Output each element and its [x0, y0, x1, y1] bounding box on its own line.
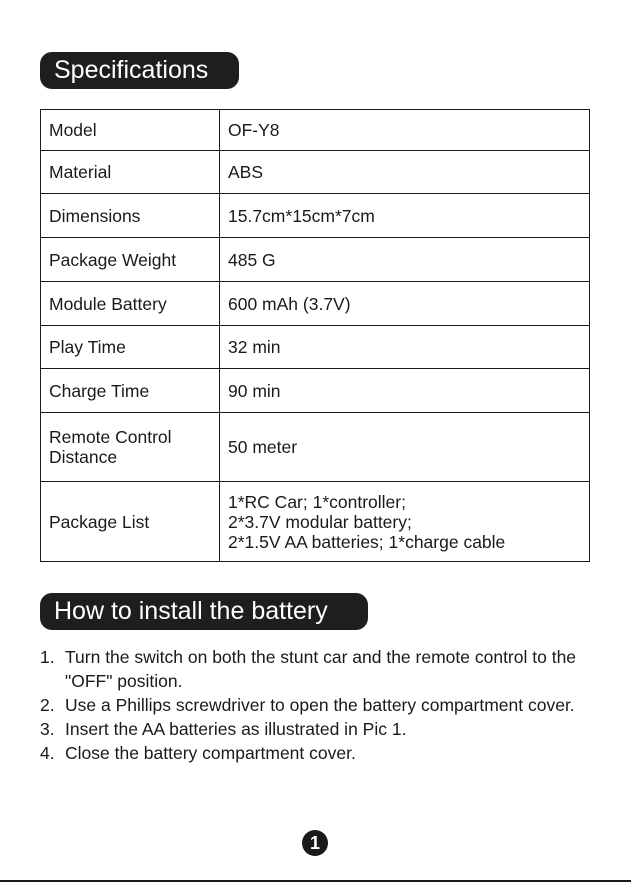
table-row — [41, 326, 590, 369]
spec-value: 50 meter — [220, 413, 590, 482]
step-text: Use a Phillips screwdriver to open the battery compartment cover. — [65, 695, 575, 715]
spec-value: 485 G — [220, 238, 590, 282]
list-item — [40, 645, 600, 693]
table-row — [41, 194, 590, 238]
spec-label: Model — [41, 110, 220, 151]
table-row — [41, 151, 590, 194]
install-steps — [40, 645, 600, 765]
list-item — [40, 717, 600, 741]
package-list-line: 2*3.7V modular battery; — [228, 511, 412, 532]
step-text: Insert the AA batteries as illustrated in Pic 1. — [65, 719, 407, 739]
table-row — [41, 238, 590, 282]
spec-value: 32 min — [220, 326, 590, 369]
spec-label — [41, 413, 220, 482]
table-row — [41, 369, 590, 413]
package-list-line: 1*RC Car; 1*controller; — [228, 491, 406, 512]
table-row — [41, 482, 590, 562]
step-number: 1. — [40, 647, 55, 667]
spec-label: Charge Time — [41, 369, 220, 413]
bottom-divider — [0, 880, 631, 882]
spec-value: 90 min — [220, 369, 590, 413]
spec-value: 15.7cm*15cm*7cm — [220, 194, 590, 238]
step-text: Close the battery compartment cover. — [65, 743, 356, 763]
page-number: 1 — [302, 830, 328, 856]
spec-value — [220, 482, 590, 562]
table-row — [41, 413, 590, 482]
list-item — [40, 693, 600, 717]
spec-value: 600 mAh (3.7V) — [220, 282, 590, 326]
list-item — [40, 741, 600, 765]
table-row — [41, 110, 590, 151]
spec-label: Dimensions — [41, 194, 220, 238]
table-row — [41, 282, 590, 326]
spec-value: ABS — [220, 151, 590, 194]
spec-label-line: Distance — [49, 447, 118, 467]
specifications-table — [40, 109, 590, 562]
spec-label: Package List — [41, 482, 220, 562]
package-list-line: 2*1.5V AA batteries; 1*charge cable — [228, 531, 506, 552]
install-heading: How to install the battery — [40, 593, 368, 630]
spec-label: Module Battery — [41, 282, 220, 326]
step-number: 3. — [40, 719, 55, 739]
spec-label: Material — [41, 151, 220, 194]
specifications-heading: Specifications — [40, 52, 239, 89]
step-number: 4. — [40, 743, 55, 763]
spec-value: OF-Y8 — [220, 110, 590, 151]
spec-label-line: Remote Control — [49, 427, 172, 447]
spec-label: Package Weight — [41, 238, 220, 282]
step-number: 2. — [40, 695, 55, 715]
spec-label: Play Time — [41, 326, 220, 369]
step-text: Turn the switch on both the stunt car and the remote control to the "OFF" position. — [65, 647, 577, 691]
